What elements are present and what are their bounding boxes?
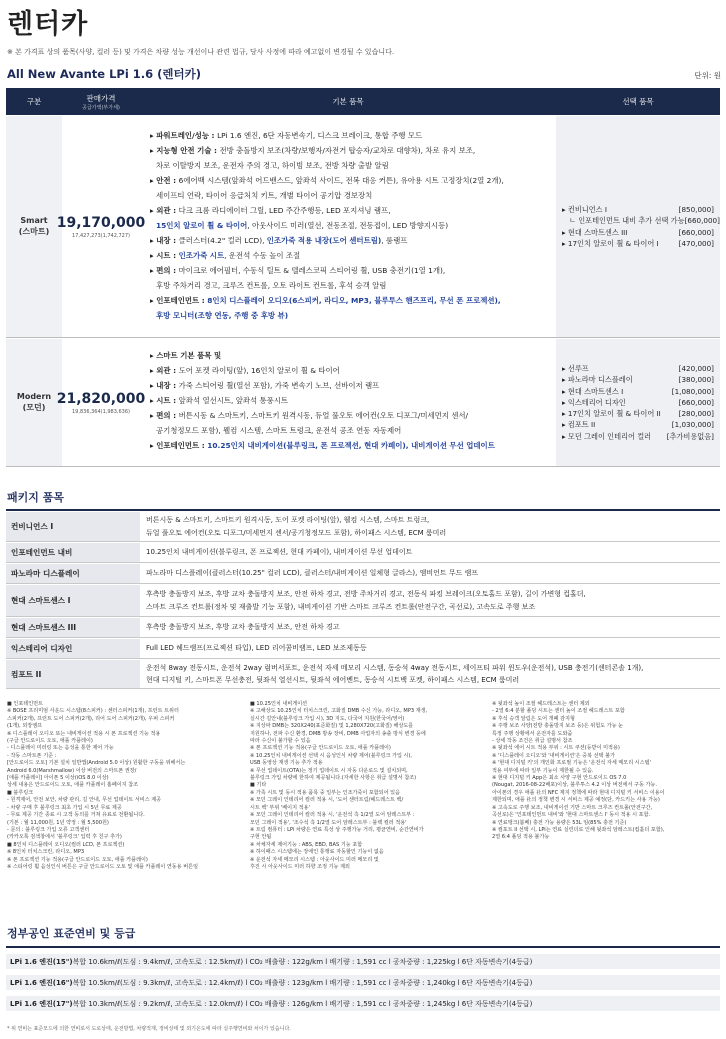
fuel-section-title: 정부공인 표준연비 및 등급 [7, 927, 136, 940]
option-item [562, 363, 714, 374]
note-line: 모던 그레이 적용', '조수석 측 1/2열 도어 암레스트부 : 블랙 컬러 적용' [250, 819, 407, 826]
note-line: 특정 주행 상황에서 운전자를 도와줌 [492, 730, 573, 737]
package-description [140, 564, 720, 583]
trim-price-sub: 19,836,364(1,983,636) [72, 408, 130, 415]
package-row [6, 585, 720, 617]
package-name: 컴포트 II [6, 660, 140, 688]
fuel-divider [6, 946, 720, 948]
package-line: 스마트 크루즈 컨트롤(정차 및 재출발 기능 포함), 내비게이션 기반 스마트 크루즈 컨트롤(안전구간, 곡선로), 고속도로 주행 보조 [146, 602, 536, 611]
basic-item-text: ▸ 지능형 안전 기술 : [150, 146, 220, 155]
price-table-header [6, 88, 720, 115]
note-line: 실시간 길안내(블루링크 가입 시), 3D 지도, 다국어 지원(한국어/영어) [250, 715, 405, 722]
note-line: (Nougat, 2016-08-22배포)이상, 블루투스 4.2 이상 버전에서 구동 가능. [492, 782, 657, 789]
option-price: [470,000] [678, 238, 714, 248]
trim-price-value: 21,820,000 [56, 390, 146, 407]
unit-label: 단위: 원 [694, 71, 721, 80]
note-line: ※ 현대 디지털 키 App은 최소 사양 구현 안드로이드 OS 7.0 [492, 775, 627, 782]
trim-name: Smart [20, 216, 48, 226]
note-line: (구글 안드로이드 오토, 애플 카플레이) [7, 738, 93, 745]
note-line: ※ 트림 컴퓨터 : LPi 차량은 연료 특성 상 주행가능 거리, 평균연비, 순간연비가 [250, 826, 424, 833]
note-line: 제한되며, 애플 社의 정책 변경 시 서비스 제공 예정(단, 카드키는 사용 가능) [492, 797, 660, 804]
package-description [140, 512, 720, 541]
basic-item-text: ▸ 편의 : [150, 266, 179, 275]
basic-item-line [150, 203, 556, 218]
notes-column-1 [7, 701, 198, 871]
option-label: ▸ 현대 스마트센스 I [562, 386, 624, 396]
note-line: 지원하나, 전파 수신 환경, DMB 방송 장비, DMB 사업자의 송출 방식 변경 등에 [250, 730, 426, 737]
basic-item-line [150, 173, 556, 188]
note-line: ※ 지상파 DMB는 320X240(표준화질) 및 1,280X720(고화질) 해상도를 [250, 723, 414, 730]
option-item [562, 374, 714, 385]
basic-item-line [150, 293, 556, 308]
basic-item-text: 인조가죽 시트 [178, 251, 225, 260]
note-line: 블루링크 가입 차량에 한하여 제공됩니다.(자세한 사항은 취급 설명서 참조) [250, 775, 417, 782]
basic-item-text: 8인치 디스플레이 오디오(6스피커, 라디오, MP3, 블루투스 핸즈프리, 무선 폰 프로젝션), [207, 296, 501, 305]
basic-item-text: 15인치 알로이 휠 & 타이어 [156, 221, 248, 230]
basic-item-text: 클러스터(4.2" 컬러 LCD), [178, 236, 267, 245]
fuel-row [6, 996, 720, 1011]
basic-item-line [150, 278, 556, 293]
option-item [562, 227, 714, 238]
package-line: 운전석 8way 전동시트, 운전석 2way 럼버서포트, 운전석 자세 메모리 시스템, 동승석 4way 전동시트, 세이프티 파워 윈도우(운전석), USB 충전기(센터콘솔 1개), [146, 664, 644, 672]
option-label: ▸ 모던 그레이 인테리어 컬러 [562, 431, 652, 441]
basic-item-text: 후방 주차거리 경고, 크루즈 컨트롤, 오토 라이트 컨트롤, 후석 승객 알림 [156, 281, 387, 290]
option-item [562, 431, 714, 442]
basic-item-line [150, 438, 556, 453]
note-line: 시트 백' 부위 '베이지 적용' [250, 804, 310, 811]
package-row [6, 512, 720, 542]
basic-item-line [150, 233, 556, 248]
package-line: 후측방 충돌방지 보조, 후방 교차 충돌방지 보조, 안전 하차 경고, 전방 주차거리 경고, 전동식 파킹 브레이크(오토홀드 포함), 길이 가변형 컵홀더, [146, 589, 586, 598]
basic-item-text: 공기청정모드 포함), 웰컴 시스템, 스마트 트렁크, 운전석 공조 연동 자동제어 [156, 426, 402, 435]
basic-item-text: ▸ 시트 : [150, 396, 179, 405]
notes-column-2 [250, 701, 427, 871]
basic-item-text: ▸ 외관 : [150, 366, 179, 375]
option-label: ▸ 익스테리어 디자인 [562, 397, 626, 407]
trim-basic-items [140, 116, 556, 337]
note-line: ※ 뒷좌석 높이 조절 헤드레스트는 센터 제외 [492, 701, 590, 707]
fuel-spec-text: 복합 10.5km/ℓ(도심 : 9.3km/ℓ, 고속도로 : 12.4km/ℓ) l CO₂ 배출량 : 123g/km l 배기량 : 1,591 cc l 공차중량 : 1,240kg l 6단 자동변속기(4등급) [72, 978, 533, 987]
basic-item-text: 6에어백 시스템(앞좌석 어드밴스드, 앞좌석 사이드, 전복 대응 커튼), 유아용 시트 고정장치(2열 2개), [178, 176, 504, 185]
basic-item-line [150, 363, 556, 378]
basic-item-line [150, 408, 556, 423]
note-line: - 문의 : 블루링크 가입 오류 고객센터 [7, 826, 90, 833]
option-price: [660,000] [678, 397, 714, 407]
trim-price-value: 19,170,000 [56, 214, 146, 231]
option-price: [1,080,000] [671, 386, 714, 396]
basic-item-line [150, 348, 556, 363]
trim-basic-items [140, 339, 556, 466]
note-line: ※ 모던 그레이 인테리어 컬러 적용 시, '운전석 측 1/2열 도어 암레스트부 : [250, 812, 415, 819]
note-line: 후진 시 아웃사이드 미러 하향 조정 기능 제외 [250, 863, 350, 870]
note-line: 2열 6:4 폴딩 적용 불가능 [492, 834, 550, 841]
package-description [140, 639, 720, 658]
package-line: 현대 디지털 키, 스마트폰 무선충전, 뒷좌석 열선시트, 뒷좌석 에어벤트, 동승석 시트백 포켓, 하이패스 시스템, ECM 룸미러 [146, 676, 520, 684]
trim-grade [6, 339, 62, 466]
note-line: ■ 블루링크 [7, 789, 34, 796]
basic-item-line [150, 128, 556, 143]
note-line: (카카오톡 검색창에서 '블루링크' 입력 후 친구 추가) [7, 834, 122, 841]
note-line: (기본 : 월 11,000원, 1년 약정 : 월 5,500원) [7, 819, 109, 826]
option-price: [추가비용없음] [666, 431, 714, 441]
note-line: ※ 폰 프로젝션 기능 적용(구글 안드로이드 오토, 애플 카플레이) [7, 856, 148, 863]
note-line: ※ 스티어링 휠 음성인식 버튼은 구글 안드로이드 오토 및 애플 카플레이 연동용 버튼임 [7, 863, 198, 870]
package-description [140, 543, 720, 562]
fuel-row [6, 975, 720, 990]
note-line: ※ 무선 업데이트(OTA)는 정기 업데이트 시 자동 다운로드 및 설치되며, [250, 767, 408, 774]
note-line: ※ 뒷좌석 에어 시트 적용 부위 : 시트 쿠션(등받이 미적용) [492, 745, 620, 752]
note-line: ※ 연료탱크(봄베) 충전 가능 용량은 53L 임(85% 충전 기준) [492, 819, 627, 826]
option-price: [380,000] [678, 375, 714, 385]
package-line: 파노라마 디스플레이(클러스터(10.25" 컬러 LCD), 클러스터/내비게이션 일체형 글라스), 앰비언트 무드 램프 [146, 569, 479, 577]
basic-item-text: , 룸램프 [381, 236, 408, 245]
note-line: [안드로이드 오토] 기본 설치 일반앱(Android 5.0 이상) 원활한 구동을 위해서는 [7, 760, 186, 767]
option-item [562, 386, 714, 397]
note-line: 스피커(2개), 프런트 도어 스피커(2개), 리어 도어 스피커(2개), 우퍼 스피커 [7, 715, 175, 722]
basic-item-text: 10.25인치 내비게이션(블루링크, 폰 프로젝션, 현대 카페이), 내비게이션 무선 업데이트 [207, 441, 495, 450]
option-label: ▸ 현대 스마트센스 III [562, 227, 628, 237]
note-line: - 작동 스마트폰 기준 : [7, 752, 57, 759]
option-label: ▸ 컴포트 II [562, 420, 596, 430]
package-line: 10.25인치 내비게이션(블루링크, 폰 프로젝션, 현대 카페이), 내비게이션 무선 업데이트 [146, 548, 413, 556]
basic-item-line [150, 263, 556, 278]
note-line: 따라 수신이 불가할 수 있음 [250, 738, 311, 745]
note-line: ■ 인포테인먼트 [7, 701, 43, 707]
basic-item-line [150, 248, 556, 263]
package-row [6, 564, 720, 584]
fuel-disclaimer: * 위 연비는 표준모드에 의한 연비로서 도로상태, 운전방법, 차량적재, 정비상태 및 외기온도에 따라 실주행연비와 차이가 있습니다. [7, 1026, 291, 1032]
basic-item-text: ▸ 안전 : [150, 176, 179, 185]
note-line: ※ 차체자세 제어기능 : ABS, EBD, BAS 기능 포함 [250, 841, 363, 848]
package-line: 버튼시동 & 스마트키, 스마트키 원격시동, 도어 포켓 라이팅(앞), 웰컴 시스템, 스마트 트렁크, [146, 516, 430, 524]
note-line: - 무료 제공 기간 종료 시 고객 동의를 거쳐 유료로 전환됩니다. [7, 812, 145, 819]
basic-item-text: LPi 1.6 엔진, 6단 자동변속기, 디스크 브레이크, 통합 주행 모드 [217, 131, 423, 140]
note-line: 적용 여부에 따라 일부 기능이 제한될 수 있음. [492, 767, 594, 774]
basic-item-text: ▸ 인포테인먼트 : [150, 296, 208, 305]
package-row [6, 660, 720, 689]
fuel-engine-label: LPi 1.6 엔진(16") [10, 978, 73, 987]
note-line: ■ 기타 [250, 782, 267, 789]
note-line: ※ 주행 보조 사양(전방 충돌방지 보조 등)은 위험도 가능 눈 [492, 723, 624, 730]
note-line: ※ 디스플레이 오디오 또는 내비게이션 적용 시 폰 프로젝션 기능 적용 [7, 730, 161, 737]
basic-item-text: ▸ 내장 : [150, 381, 179, 390]
note-line: ※ 컴포트 II 선택 시, LPi는 연료 실린더로 인해 뒷좌석 암레스트(컵홀더 포함), [492, 826, 665, 833]
package-line: 듀얼 풀오토 에어컨(오토 디포그/미세먼지 센서/공기청정모드 포함), 하이패스 시스템, ECM 룸미러 [146, 528, 447, 537]
option-price: [420,000] [678, 364, 714, 374]
trim-name-kr: (스마트) [18, 226, 50, 236]
package-row [6, 543, 720, 563]
basic-item-text: 전방 충돌방지 보조(차량/보행자/자전거 탑승자/교차로 대향차), 차로 유지 보조, [219, 146, 476, 155]
note-line: ※ 모던 그레이 인테리어 컬러 적용 시, '도어 센터트림/헤드레스트 백/ [250, 797, 404, 804]
option-item [562, 238, 714, 249]
option-item [562, 419, 714, 430]
basic-item-text: 앞좌석 열선시트, 앞좌석 통풍시트 [178, 396, 289, 405]
package-name: 현대 스마트센스 I [6, 585, 140, 616]
trim-price-sub: 17,427,273(1,742,727) [72, 232, 130, 239]
package-row [6, 618, 720, 638]
header-price-sub: 공급가액(부가세) [82, 104, 120, 111]
note-line: ※ '디스플레이 오디오'와 '내비게이션'은 중복 선택 불가 [492, 752, 615, 759]
basic-item-text: 버튼시동 & 스마트키, 스마트키 원격시동, 듀얼 풀오토 에어컨(오토 디포그/미세먼지 센서/ [178, 411, 469, 420]
basic-item-text: 다크 크롬 라디에이터 그릴, LED 주간주행등, LED 포지셔닝 램프, [178, 206, 391, 215]
option-price: [280,000] [678, 409, 714, 419]
note-line: - 원격제어, 안전 보안, 차량 관리, 길 안내, 무선 업데이트 서비스 제공 [7, 797, 162, 804]
note-line: USB 동영상 재생 기능 추가 적용 [250, 760, 323, 767]
note-line: ※ 폰 프로젝션 기능 적용(구글 안드로이드 오토, 애플 카플레이) [250, 745, 391, 752]
price-disclaimer: ※ 본 가격표 상의 품목(사양, 컬러 등) 및 가격은 차량 성능 개선이나 관련 법규, 당사 사정에 따라 예고없이 변경될 수 있습니다. [7, 48, 395, 56]
note-line: ■ 8인치 디스플레이 오디오(컬러 LCD, 폰 프로젝션) [7, 841, 125, 848]
option-label: ▸ 17인치 알로이 휠 & 타이어 II [562, 409, 661, 419]
note-line: 곡선로)은 '인포테인먼트 내비'와 '현대 스마트센스 I' 동시 적용 시 포함. [492, 812, 651, 819]
basic-item-text: ▸ 인포테인먼트 : [150, 441, 208, 450]
package-divider [6, 509, 720, 511]
basic-item-text: ▸ 시트 : [150, 251, 179, 260]
trim-row-modern [6, 339, 720, 467]
note-line: [애플 카플레이] 아이폰 5 이상(iOS 8.0 이상) [7, 775, 109, 782]
option-item [562, 408, 714, 419]
package-name: 현대 스마트센스 III [6, 618, 140, 637]
note-line: - 차량 구매 후 블루링크 최초 가입 시 5년 무료 제공 [7, 804, 122, 811]
note-line: - 2열 6:4 분할 폴딩 시트는 센터 높이 조절 헤드레스트 포함 [492, 708, 625, 715]
note-line: ※ 하이패스 시스템에는 장애인 통행료 자동할인 기능이 없음 [250, 849, 384, 856]
basic-item-line [150, 378, 556, 393]
trim-price [56, 116, 146, 337]
fuel-engine-label: LPi 1.6 엔진(17") [10, 999, 73, 1008]
option-price: [850,000] [678, 205, 714, 215]
fuel-row [6, 954, 720, 969]
option-label: ▸ 선루프 [562, 364, 589, 374]
model-title: All New Avante LPi 1.6 (렌터카) [7, 67, 201, 81]
option-label: ▸ 17인치 알로이 휠 & 타이어 I [562, 238, 659, 248]
option-item [562, 215, 720, 226]
basic-item-text: 인조가죽 적용 내장(도어 센터트림) [266, 236, 382, 245]
trim-name: Modern [16, 392, 52, 402]
trim-grade [6, 116, 62, 337]
trim-price [56, 339, 146, 466]
note-line: ※ 후석 승객 알림은 도어 개폐 감지형 [492, 715, 575, 722]
option-item [562, 204, 714, 215]
basic-item-line [150, 423, 556, 438]
package-name: 컨비니언스 I [6, 512, 140, 541]
note-line: ※ 가족 시트 및 동시 적용 품목 중 일부는 인조가죽이 포함되어 있음 [250, 789, 401, 796]
note-line: ■ 10.25인치 내비게이션 [250, 701, 308, 707]
note-line: 상세 내용은 안드로이드 오토, 애플 카플레이 홈페이지 참조 [7, 782, 139, 789]
trim-options [556, 116, 720, 337]
note-line: ※ 10.25인치 내비게이션 선택 시 음성인식 차량 제어(블루링크 가입 시), [250, 752, 413, 759]
note-line: ※ BOSE 프리미엄 사운드 시스템(8스피커) : 센터스피커(1개), 프런트 트위터 [7, 708, 179, 715]
option-price: [660,000] [684, 216, 720, 226]
note-line: 아이폰의 경우 애플 社의 NFC 제지 정책에 따라 현대 디지털 키 서비스 이용이 [492, 789, 665, 796]
notes-column-3 [492, 701, 665, 842]
package-section-title: 패키지 품목 [7, 491, 64, 504]
note-line: ※ 고속도로 주행 보조, 내비게이션 기반 스마트 크루즈 컨트롤(안전구간, [492, 804, 653, 811]
basic-item-line [150, 393, 556, 408]
basic-item-text: 후방 모니터(조향 연동, 주행 중 후방 뷰) [156, 311, 289, 320]
package-name: 익스테리어 디자인 [6, 639, 140, 658]
trim-options [556, 339, 720, 466]
header-price-label: 판매가격 [86, 93, 116, 103]
basic-item-line [150, 308, 556, 323]
package-description [140, 585, 720, 616]
note-line: Android 6.0(Marshmallow) 이상 버전의 스마트폰 권장/ [7, 767, 137, 774]
package-row [6, 639, 720, 659]
basic-item-text: ▸ 스마트 기본 품목 및 [150, 351, 222, 360]
basic-item-text: ▸ 외관 : [150, 206, 179, 215]
trim-name-kr: (모던) [22, 402, 46, 412]
basic-item-text: ▸ 내장 : [150, 236, 179, 245]
header-grade: 구분 [26, 97, 42, 106]
fuel-spec-text: 복합 10.6km/ℓ(도심 : 9.4km/ℓ, 고속도로 : 12.5km/ℓ) l CO₂ 배출량 : 122g/km l 배기량 : 1,591 cc l 공차중량 : 1,225kg l 6단 자동변속기(4등급) [72, 957, 533, 966]
trim-row-smart [6, 116, 720, 338]
option-price: [1,030,000] [671, 420, 714, 430]
basic-item-text: 세이프티 언락, 타이어 응급처치 키트, 개별 타이어 공기압 경보장치 [156, 191, 373, 200]
package-name: 인포테인먼트 내비 [6, 543, 140, 562]
note-line: ※ '현대 디지털 키'의 개인화 프로필 기능은 '운전석 자세 메모리 시스템' [492, 760, 651, 767]
note-line: ※ 고해상도 10.25인치 터치스크린, 고화질 DMB 수신 가능, 라디오, MP3 재생, [250, 708, 428, 715]
basic-item-text: 가죽 스티어링 휠(열선 포함), 가죽 변속기 노브, 선바이저 램프 [178, 381, 380, 390]
basic-item-text: 마이크로 에어필터, 수동식 틸트 & 텔레스코픽 스티어링 휠, USB 충전기(1열 1개), [178, 266, 446, 275]
basic-item-text: , 운전석 수동 높이 조절 [224, 251, 301, 260]
header-basic: 기본 품목 [332, 97, 364, 106]
basic-item-text: 차로 이탈방지 보조, 운전자 주의 경고, 하이빔 보조, 전방 차량 출발 알림 [156, 161, 389, 170]
page-title: 렌터카 [7, 9, 89, 40]
package-line: 후측방 충돌방지 보조, 후방 교차 충돌방지 보조, 안전 하차 경고 [146, 623, 340, 631]
header-price [62, 88, 140, 115]
note-line: (1개), 외장앰프 [7, 723, 43, 730]
package-name: 파노라마 디스플레이 [6, 564, 140, 583]
fuel-engine-label: LPi 1.6 엔진(15") [10, 957, 73, 966]
option-price: [660,000] [678, 227, 714, 237]
basic-item-line [150, 188, 556, 203]
header-options: 선택 품목 [622, 97, 654, 106]
note-line: - 디스플레이 미러링 또는 음성을 통한 제어 가능 [7, 745, 114, 752]
basic-item-text: , 아웃사이드 미러(열선, 전동조절, 전동접이, LED 방향지시등) [247, 221, 449, 230]
basic-item-line [150, 158, 556, 173]
option-label: ▸ 컨비니언스 I [562, 205, 608, 215]
option-item [562, 397, 714, 408]
option-label: ㄴ 인포테인먼트 내비 추가 선택 가능 [569, 216, 685, 226]
package-line: Full LED 헤드램프(프로젝션 타입), LED 리어콤비램프, LED 보조제동등 [146, 644, 367, 652]
package-description [140, 618, 720, 637]
basic-item-line [150, 218, 556, 233]
package-description [140, 660, 720, 688]
option-label: ▸ 파노라마 디스플레이 [562, 375, 633, 385]
note-line: - 상세 작동 조건은 취급 설명서 참조 [492, 738, 573, 745]
note-line: 구현 안됨 [250, 834, 272, 841]
note-line: ※ 운전석 자세 메모리 시스템 : 아웃사이드 미러 메모리 및 [250, 856, 379, 863]
basic-item-text: ▸ 편의 : [150, 411, 179, 420]
basic-item-text: ▸ 파워트레인/성능 : [150, 131, 218, 140]
basic-item-text: 도어 포켓 라이팅(앞), 16인치 알로이 휠 & 타이어 [178, 366, 340, 375]
note-line: ※ 8인치 터치스크린, 라디오, MP3 [7, 849, 85, 856]
fuel-spec-text: 복합 10.3km/ℓ(도심 : 9.2km/ℓ, 고속도로 : 12.0km/ℓ) l CO₂ 배출량 : 126g/km l 배기량 : 1,591 cc l 공차중량 : 1,245kg l 6단 자동변속기(4등급) [72, 999, 533, 1008]
basic-item-line [150, 143, 556, 158]
